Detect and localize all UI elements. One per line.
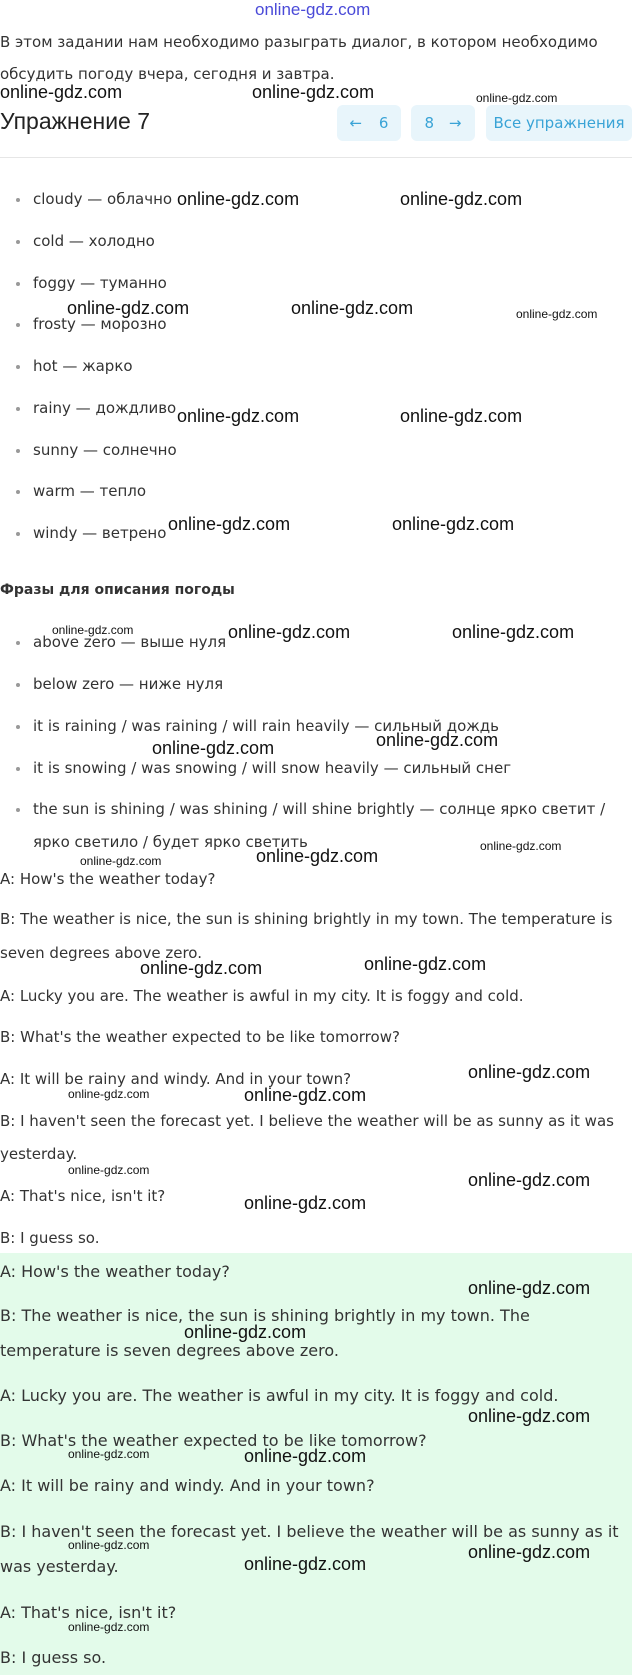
next-exercise-button[interactable] [411, 105, 475, 141]
list-item: sunny — солнечно [33, 441, 177, 459]
dialog-line: A: Lucky you are. The weather is awful in my city. It is foggy and cold. [0, 987, 524, 1005]
watermark: online-gdz.com [68, 1163, 150, 1177]
dialog-line: seven degrees above zero. [0, 944, 202, 962]
watermark: online-gdz.com [244, 1085, 367, 1105]
all-exercises-button[interactable]: Все упражнения [486, 105, 632, 141]
dialog-line: A: That's nice, isn't it? [0, 1187, 166, 1205]
dialog-line: B: The weather is nice, the sun is shining brightly in my town. The temperature is [0, 910, 613, 928]
watermark: online-gdz.com [392, 514, 515, 534]
watermark: online-gdz.com [480, 839, 562, 853]
list-item: frosty — морозно [33, 315, 167, 333]
watermark: online-gdz.com [400, 406, 523, 426]
watermark: online-gdz.com [468, 1542, 591, 1562]
site-watermark: online-gdz.com [255, 0, 371, 19]
list-item: warm — тепло [33, 482, 147, 500]
list-item: below zero — ниже нуля [33, 675, 224, 693]
watermark: online-gdz.com [184, 1322, 307, 1342]
watermark: online-gdz.com [516, 307, 598, 321]
watermark: online-gdz.com [364, 954, 487, 974]
phrases-heading: Фразы для описания погоды [0, 582, 235, 598]
list-item: hot — жарко [33, 357, 133, 375]
dialog-line: B: I guess so. [0, 1229, 100, 1247]
watermark: online-gdz.com [177, 189, 300, 209]
watermark: online-gdz.com [68, 1087, 150, 1101]
list-item: cloudy — облачно [33, 190, 173, 208]
watermark: online-gdz.com [68, 1538, 150, 1552]
watermark: online-gdz.com [291, 298, 414, 318]
watermark: online-gdz.com [228, 622, 351, 642]
next-exercise-label: 8 [424, 114, 435, 132]
answer-line: B: I guess so. [0, 1648, 107, 1667]
answer-line: A: It will be rainy and windy. And in your town? [0, 1476, 375, 1495]
dialog-line: B: What's the weather expected to be like tomorrow? [0, 1028, 400, 1046]
answer-line: A: That's nice, isn't it? [0, 1603, 177, 1622]
prev-exercise-label: 6 [378, 114, 389, 132]
answer-line: B: What's the weather expected to be like tomorrow? [0, 1431, 427, 1450]
header-divider [0, 157, 632, 158]
watermark: online-gdz.com [140, 958, 263, 978]
list-item: foggy — туманно [33, 274, 167, 292]
watermark: online-gdz.com [468, 1278, 591, 1298]
watermark: online-gdz.com [476, 91, 558, 105]
watermark: online-gdz.com [468, 1062, 591, 1082]
watermark: online-gdz.com [80, 854, 162, 868]
watermark: online-gdz.com [152, 738, 275, 758]
watermark: online-gdz.com [68, 1620, 150, 1634]
watermark: online-gdz.com [68, 1447, 150, 1461]
list-item: rainy — дождливо [33, 399, 177, 417]
dialog-line: A: It will be rainy and windy. And in your town? [0, 1070, 352, 1088]
answer-line: A: How's the weather today? [0, 1262, 230, 1281]
watermark: online-gdz.com [256, 846, 379, 866]
watermark: online-gdz.com [468, 1406, 591, 1426]
watermark: online-gdz.com [67, 298, 190, 318]
watermark: online-gdz.com [452, 622, 575, 642]
watermark: online-gdz.com [244, 1193, 367, 1213]
watermark: online-gdz.com [177, 406, 300, 426]
list-item: above zero — выше нуля [33, 633, 227, 651]
list-item: cold — холодно [33, 232, 155, 250]
watermark: online-gdz.com [252, 82, 375, 102]
intro-line-2: обсудить погоду вчера, сегодня и завтра. [0, 65, 335, 83]
watermark: online-gdz.com [52, 623, 134, 637]
answer-line: was yesterday. [0, 1557, 119, 1576]
dialog-line: B: I haven't seen the forecast yet. I believe the weather will be as sunny as it was [0, 1112, 614, 1130]
watermark: online-gdz.com [168, 514, 291, 534]
answer-line: A: Lucky you are. The weather is awful in my city. It is foggy and cold. [0, 1386, 559, 1405]
watermark: online-gdz.com [244, 1446, 367, 1466]
arrow-right-icon: → [448, 114, 462, 132]
page-title: Упражнение 7 [0, 108, 151, 134]
intro-line-1: В этом задании нам необходимо разыграть диалог, в котором необходимо [0, 33, 598, 51]
watermark: online-gdz.com [0, 82, 123, 102]
answer-line: B: I haven't seen the forecast yet. I believe the weather will be as sunny as it [0, 1522, 619, 1541]
arrow-left-icon: ← [349, 114, 363, 132]
dialog-line: A: How's the weather today? [0, 870, 216, 888]
list-item: windy — ветрено [33, 524, 167, 542]
list-item: it is raining / was raining / will rain heavily — сильный дождь [33, 717, 500, 735]
watermark: online-gdz.com [244, 1554, 367, 1574]
watermark: online-gdz.com [468, 1170, 591, 1190]
list-item-continuation: ярко светило / будет ярко светить [33, 833, 308, 851]
answer-line: B: The weather is nice, the sun is shining brightly in my town. The [0, 1306, 530, 1325]
prev-exercise-button[interactable] [337, 105, 401, 141]
list-item: the sun is shining / was shining / will shine brightly — солнце ярко светит / [33, 800, 606, 818]
watermark: online-gdz.com [376, 730, 499, 750]
dialog-line: yesterday. [0, 1145, 78, 1163]
list-item: it is snowing / was snowing / will snow heavily — сильный снег [33, 759, 512, 777]
answer-line: temperature is seven degrees above zero. [0, 1341, 339, 1360]
watermark: online-gdz.com [400, 189, 523, 209]
